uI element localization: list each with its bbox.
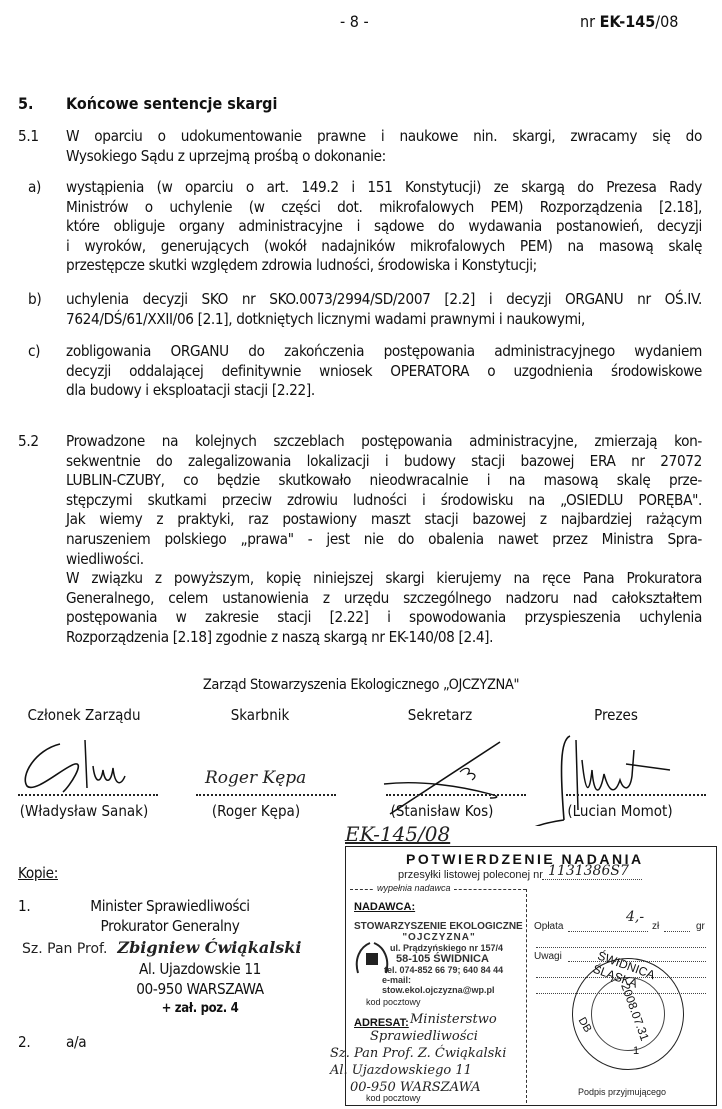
handwritten-name: Zbigniew Ćwiąkalski xyxy=(117,938,302,957)
sender-street: ul. Prądzyńskiego nr 157/4 xyxy=(390,943,504,953)
copy-2-text: a/a xyxy=(66,1033,87,1051)
signatory-role: Członek Zarządu xyxy=(27,706,141,724)
receiver-signature-label: Podpis przyjmującego xyxy=(578,1087,667,1097)
text-line: Generalnego, celem ustanowienia z urzędu szczególnego nadzoru nad całokształtem xyxy=(66,588,702,607)
laurel-emblem-icon xyxy=(352,939,392,979)
recipient-line: 00-950 WARSZAWA xyxy=(350,1080,481,1095)
copy-1-line: Minister Sprawiedliwości xyxy=(90,897,250,915)
text-line: Prowadzone na kolejnych szczeblach postępowania administracyjne, zmierzają kon- xyxy=(66,432,702,450)
item-b xyxy=(66,290,702,329)
doc-nr-bold: EK-145 xyxy=(599,12,656,31)
recipient-postal-label: kod pocztowy xyxy=(366,1093,421,1103)
text-line: Ministrów o uchylenie (w części dot. mikrofalowych PEM) Rozporządzenia [2.18], xyxy=(66,197,702,216)
paragraph-5-2 xyxy=(66,432,702,648)
item-c xyxy=(66,342,702,401)
signature-sanak xyxy=(15,736,155,796)
fee-gr: gr xyxy=(696,921,705,932)
text-line: zobligowania ORGANU do zakończenia postępowania administracyjnego wydaniem xyxy=(66,342,702,360)
copy-label-1: 1. xyxy=(18,897,31,915)
fee-gr-line xyxy=(664,931,690,932)
sender-label: NADAWCA: xyxy=(354,901,416,913)
item-label-b: b) xyxy=(28,290,42,308)
fill-note: wypełnia nadawca xyxy=(374,883,454,893)
signatory-name: (Roger Kępa) xyxy=(211,802,301,820)
item-label-a: a) xyxy=(28,178,42,196)
text-line: postępowania w zakresie stacji [2.22] i spowodowania przyspieszenia uchylenia xyxy=(66,608,702,627)
fee-line xyxy=(568,931,648,932)
recipient-line: Ministerstwo xyxy=(410,1012,497,1027)
text-line: stępczymi skutkami przeciw zdrowiu ludności i środowisku na „OSIEDLU PORĘBA". xyxy=(66,490,702,509)
document-number xyxy=(580,12,678,31)
copy-label-2: 2. xyxy=(18,1033,31,1051)
signature-line xyxy=(196,794,336,796)
signatory-name: (Lucian Momot) xyxy=(567,802,673,820)
postmark-stamp xyxy=(572,948,684,1070)
receipt-title: POTWIERDZENIE NADANIA xyxy=(406,851,644,867)
item-label-c: c) xyxy=(28,342,41,360)
sender-name2: "OJCZYZNA" xyxy=(402,932,476,943)
recipient-label: ADRESAT: xyxy=(354,1017,409,1029)
text-line: przestępcze skutki względem zdrowia ludności, środowiska i Konstytucji; xyxy=(66,256,537,275)
sender-name: STOWARZYSZENIE EKOLOGICZNE xyxy=(354,921,523,932)
copy-1-handwritten xyxy=(22,938,301,957)
recipient-address xyxy=(330,1011,530,1096)
recipient-line: Al. Ujazdowskiego 11 xyxy=(330,1063,472,1078)
doc-nr-prefix: nr xyxy=(580,12,600,31)
copy-1-recipient xyxy=(40,897,300,936)
fee-label: Opłata xyxy=(534,921,564,932)
text-line: sekwentnie do zalegalizowania lokalizacji i budowy stacji bazowej ERA nr 27072 xyxy=(66,451,702,470)
postmark-date: 2008.07.31 xyxy=(618,981,652,1043)
text-line: wiedliwości. xyxy=(66,549,144,568)
signatory-role: Prezes xyxy=(594,706,638,724)
handwritten-ref: EK-145/08 xyxy=(345,822,451,846)
attachment-note: + zał. poz. 4 xyxy=(161,1001,239,1017)
sender-city: 58-105 ŚWIDNICA xyxy=(396,953,489,965)
text-line: W związku z powyższym, kopię niniejszej skargi kierujemy na ręce Pana Prokuratora xyxy=(66,569,702,588)
signature-line xyxy=(566,794,706,796)
tracking-number: 1131386S7 xyxy=(548,863,629,879)
paragraph-5-1 xyxy=(66,127,702,166)
postmark-number: 1 xyxy=(633,1045,640,1057)
handwritten-prefix: Sz. Pan Prof. xyxy=(22,941,108,957)
sender-postal-label: kod pocztowy xyxy=(366,997,421,1007)
signatory-role: Sekretarz xyxy=(407,706,473,724)
signatures-block xyxy=(0,706,722,826)
text-line: LUBLIN-CZUBY, co będzie skutkowało nieodwracalnie i na masową skalę prze- xyxy=(66,471,702,490)
text-line: i wyroków, generujących (wokół nadajników mikrofalowych PEM) na masową skalę xyxy=(66,236,702,255)
text-line: decyzji oddalającej definitywnie wniosek OPERATORA o uzgodnienia środowiskowe xyxy=(66,361,702,380)
section-number: 5. xyxy=(18,94,34,113)
sender-email: e-mail: stow.ekol.ojczyzna@wp.pl xyxy=(382,975,495,995)
signature-line xyxy=(386,794,526,796)
dotted-line xyxy=(536,947,706,948)
recipient-line: Sprawiedliwości xyxy=(370,1029,478,1044)
text-line: Wysokiego Sądu z uprzejmą prośbą o dokonanie: xyxy=(66,146,386,165)
text-line: Rozporządzenia [2.18] zgodnie z naszą skargą nr EK-140/08 [2.4]. xyxy=(66,627,494,646)
signature-kepa: Roger Kępa xyxy=(205,768,307,788)
address-line: Al. Ujazdowskie 11 xyxy=(138,960,262,978)
section-title: Końcowe sentencje skargi xyxy=(66,94,278,113)
text-line: Jak wiemy z praktyki, raz postawiony maszt stacji bazowej z najbardziej rażącym xyxy=(66,510,702,529)
sender-phone: tel. 074-852 66 79; 640 84 44 xyxy=(384,965,504,975)
signatory-role: Skarbnik xyxy=(230,706,290,724)
signature-line xyxy=(18,794,158,796)
remarks-label: Uwagi xyxy=(534,951,562,962)
text-line: naruszeniem polskiego „prawa" - jest nie do obalenia nawet przez Ministra Spra- xyxy=(66,529,702,548)
signatory-name: (Władysław Sanak) xyxy=(19,802,149,820)
paragraph-label-5-2: 5.2 xyxy=(18,432,39,450)
item-a xyxy=(66,178,702,276)
postmark-city: ŚWIDNICA ŚLĄSKA xyxy=(590,948,657,991)
text-line: wystąpienia (w oparciu o art. 149.2 i 151 Konstytucji) ze skargą do Prezesa Rady xyxy=(66,178,702,196)
tracking-line xyxy=(542,879,642,880)
board-title: Zarząd Stowarzyszenia Ekologicznego „OJCZYZNA" xyxy=(202,677,520,693)
copy-1-address xyxy=(40,960,360,1019)
copies-heading: Kopie: xyxy=(18,864,58,882)
receipt-subtitle: przesyłki listowej poleconej nr xyxy=(398,869,543,881)
fee-value: 4,- xyxy=(626,909,645,925)
signatory-name: (Stanisław Kos) xyxy=(390,802,494,820)
fee-zl: zł xyxy=(652,921,660,932)
page-number: - 8 - xyxy=(340,12,369,31)
address-line: 00-950 WARSZAWA xyxy=(136,979,264,998)
text-line: 7624/DŚ/61/XXII/06 [2.1], dotkniętych licznymi wadami prawnymi i naukowymi, xyxy=(66,309,585,328)
text-line: W oparciu o udokumentowanie prawne i naukowe nin. skargi, zwracamy się do xyxy=(66,127,702,145)
paragraph-label-5-1: 5.1 xyxy=(18,127,39,145)
text-line: dla budowy i eksploatacji stacji [2.22]. xyxy=(66,381,315,400)
recipient-line: Sz. Pan Prof. Z. Ćwiąkalski xyxy=(330,1046,507,1061)
text-line: uchylenia decyzji SKO nr SKO.0073/2994/SD/2007 [2.2] i decyzji ORGANU nr OŚ.IV. xyxy=(66,290,702,308)
postmark-code: DB xyxy=(575,1015,594,1035)
copy-1-line: Prokurator Generalny xyxy=(100,916,240,935)
text-line: które obliguje organy administracyjne i sądowe do wydawania postanowień, decyzji xyxy=(66,217,702,236)
doc-nr-suffix: /08 xyxy=(655,12,679,31)
